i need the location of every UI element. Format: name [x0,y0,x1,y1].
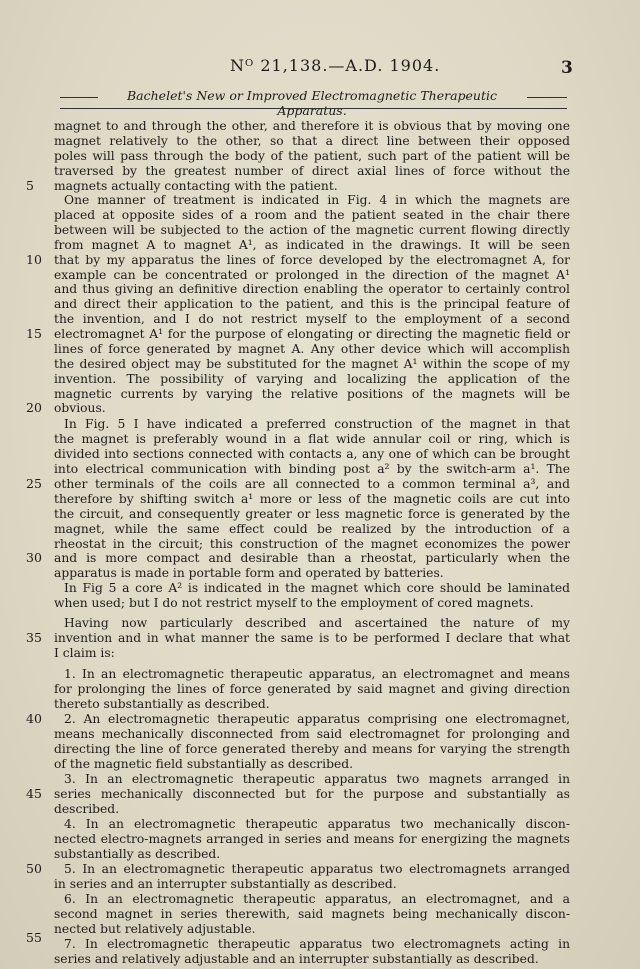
text-line: Having now particularly described and ascertained the nature of my [64,616,570,630]
line-number: 10 [26,252,42,267]
text-line: and direct their application to the patient, and this is the principal feature of [54,297,570,311]
text-line: invention and in what manner the same is to be performed I declare that what [54,631,570,645]
text-line: the desired object may be substituted for the magnet A¹ within the scope of my [54,357,570,371]
text-line: 1. In an electromagnetic therapeutic apparatus, an electromagnet and means [64,667,570,681]
text-line: electromagnet A¹ for the purpose of elongating or directing the magnetic field or [54,327,570,341]
line-number: 5 [26,178,34,193]
text-line: between will be subjected to the action of the magnetic current flowing directly [54,223,570,237]
text-line: traversed by the greatest number of direct axial lines of force without the [54,164,570,178]
line-number: 20 [26,400,42,415]
text-line: 3. In an electromagnetic therapeutic apparatus two magnets arranged in [64,772,570,786]
text-line: from magnet A to magnet A¹, as indicated in the drawings. It will be seen [54,238,570,252]
text-line: of the magnetic field substantially as described. [54,757,354,771]
text-line: 7. In electromagnetic therapeutic apparatus two electromagnets acting in [64,937,570,951]
text-line: I claim is: [54,646,115,660]
text-line: magnetic currents by varying the relative positions of the magnets will be [54,387,570,401]
text-line: other terminals of the coils are all connected to a common terminal a³, and [54,477,570,491]
text-line: nected but relatively adjustable. [54,922,256,936]
text-line: and is more compact and desirable than a rheostat, particularly when the [54,551,570,565]
text-line: divided into sections connected with contacts a, any one of which can be brought [54,447,570,461]
line-number: 35 [26,630,42,645]
page-header [0,56,640,80]
text-line: series and relatively adjustable and an interrupter substantially as described. [54,952,539,966]
text-line: that by my apparatus the lines of force developed by the electromagnet A, for [54,253,570,267]
text-line: magnets actually contacting with the patient. [54,179,338,193]
text-line: 2. An electromagnetic therapeutic apparatus comprising one electromagnet, [64,712,570,726]
title-underline [60,108,567,109]
text-line: placed at opposite sides of a room and the patient seated in the chair there [54,208,570,222]
text-line: poles will pass through the body of the patient, such part of the patient will be [54,149,570,163]
text-line: magnet, while the same effect could be realized by the introduction of a [54,522,570,536]
patent-number: Nᴼ 21,138.—A.D. 1904. [230,56,441,75]
text-line: means mechanically disconnected from said electromagnet for prolonging and [54,727,570,741]
text-line: One manner of treatment is indicated in Fig. 4 in which the magnets are [64,193,570,207]
text-line: lines of force generated by magnet A. Any other device which will accomplish [54,342,570,356]
text-line: magnet to and through the other, and therefore it is obvious that by moving one [54,119,570,133]
line-number: 30 [26,550,42,565]
line-number: 50 [26,861,42,876]
text-line: described. [54,802,120,816]
text-line: 4. In an electromagnetic therapeutic apparatus two mechanically discon- [64,817,570,831]
text-line: thereto substantially as described. [54,697,270,711]
line-number: 55 [26,930,42,945]
text-line: substantially as described. [54,847,221,861]
page-number: 3 [561,58,573,78]
text-line: 6. In an electromagnetic therapeutic apparatus, an electromagnet, and a [64,892,570,906]
text-line: and thus giving an definitive direction enabling the operator to certainly control [54,282,570,296]
text-line: second magnet in series therewith, said magnets being mechanically discon- [54,907,570,921]
text-line: obvious. [54,401,106,415]
text-line: magnet relatively to the other, so that a direct line between their opposed [54,134,570,148]
text-line: In Fig. 5 I have indicated a preferred construction of the magnet in that [64,417,570,431]
text-line: In Fig 5 a core A² is indicated in the magnet which core should be laminated [64,581,570,595]
text-line: in series and an interrupter substantially as described. [54,877,397,891]
text-line: apparatus is made in portable form and operated by batteries. [54,566,444,580]
text-line: into electrical communication with binding post a² by the switch-arm a¹. The [54,462,570,476]
text-line: directing the line of force generated thereby and means for varying the strength [54,742,570,756]
text-line: 5. In an electromagnetic therapeutic apparatus two electromagnets arranged [64,862,570,876]
running-title: Bachelet's New or Improved Electromagnetic Therapeutic Apparatus. [126,88,498,118]
text-line: series mechanically disconnected but for the purpose and substantially as [54,787,570,801]
text-line: for prolonging the lines of force generated by said magnet and giving direction [54,682,570,696]
title-rule-right [527,97,567,98]
text-line: the invention, and I do not restrict myself to the employment of a second [54,312,570,326]
line-number: 40 [26,711,42,726]
text-line: example can be concentrated or prolonged in the direction of the magnet A¹ [54,268,570,282]
title-rule-left [60,97,98,98]
line-number: 25 [26,476,42,491]
text-line: invention. The possibility of varying and localizing the application of the [54,372,570,386]
text-line: therefore by shifting switch a¹ more or less of the magnetic coils are cut into [54,492,570,506]
text-line: when used; but I do not restrict myself to the employment of cored magnets. [54,596,534,610]
line-number: 45 [26,786,42,801]
text-line: rheostat in the circuit; this construction of the magnet economizes the power [54,537,570,551]
text-line: the magnet is preferably wound in a flat wide annular coil or ring, which is [54,432,570,446]
line-number: 15 [26,326,42,341]
text-line: the circuit, and consequently greater or less magnetic force is generated by the [54,507,570,521]
text-line: nected electro-magnets arranged in series and means for energizing the magnets [54,832,570,846]
